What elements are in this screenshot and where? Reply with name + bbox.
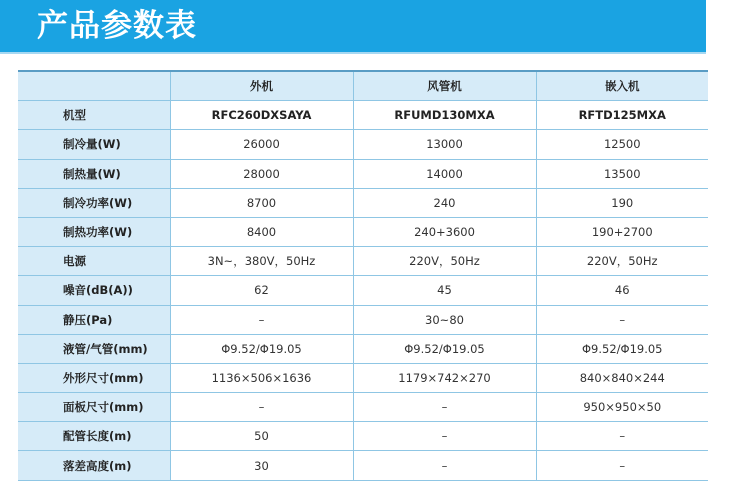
page-header [0, 0, 706, 54]
row-label: 制热量(W) [18, 159, 170, 188]
table-row [18, 276, 708, 305]
table-cell: 3N~，380V，50Hz [170, 247, 353, 276]
header-cell-blank [18, 71, 170, 101]
table-row [18, 393, 708, 422]
table-cell: 26000 [170, 130, 353, 159]
table-cell: – [353, 451, 536, 480]
table-header-row [18, 71, 708, 101]
table-cell: 50 [170, 422, 353, 451]
table-cell: 240+3600 [353, 217, 536, 246]
table-cell: 30~80 [353, 305, 536, 334]
table-cell: 220V，50Hz [353, 247, 536, 276]
row-label: 液管/气管(mm) [18, 334, 170, 363]
table-cell: Φ9.52/Φ19.05 [536, 334, 708, 363]
row-label: 制冷功率(W) [18, 188, 170, 217]
table-cell: 190 [536, 188, 708, 217]
table-cell: 45 [353, 276, 536, 305]
row-label: 外形尺寸(mm) [18, 363, 170, 392]
table-cell: 8400 [170, 217, 353, 246]
table-row [18, 101, 708, 130]
header-cell-outdoor-unit: 外机 [170, 71, 353, 101]
table-row [18, 451, 708, 480]
table-cell: – [536, 451, 708, 480]
table-cell: RFUMD130MXA [353, 101, 536, 130]
row-label: 制冷量(W) [18, 130, 170, 159]
row-label: 静压(Pa) [18, 305, 170, 334]
table-cell: RFC260DXSAYA [170, 101, 353, 130]
table-cell: 1179×742×270 [353, 363, 536, 392]
table-cell: 190+2700 [536, 217, 708, 246]
row-label: 电源 [18, 247, 170, 276]
table-row [18, 130, 708, 159]
spec-table [18, 70, 708, 481]
table-cell: 8700 [170, 188, 353, 217]
table-cell: Φ9.52/Φ19.05 [170, 334, 353, 363]
row-label: 配管长度(m) [18, 422, 170, 451]
table-cell: – [353, 422, 536, 451]
table-cell: – [170, 393, 353, 422]
table-row [18, 305, 708, 334]
table-cell: – [536, 305, 708, 334]
table-cell: – [536, 422, 708, 451]
table-cell: 62 [170, 276, 353, 305]
spec-table-container [18, 70, 708, 481]
table-cell: Φ9.52/Φ19.05 [353, 334, 536, 363]
table-cell: 240 [353, 188, 536, 217]
table-row [18, 334, 708, 363]
table-row [18, 188, 708, 217]
table-cell: 28000 [170, 159, 353, 188]
table-row [18, 363, 708, 392]
table-cell: – [353, 393, 536, 422]
table-cell: 12500 [536, 130, 708, 159]
header-cell-cassette-unit: 嵌入机 [536, 71, 708, 101]
table-cell: 220V，50Hz [536, 247, 708, 276]
table-row [18, 217, 708, 246]
table-cell: RFTD125MXA [536, 101, 708, 130]
table-cell: 13500 [536, 159, 708, 188]
table-row [18, 247, 708, 276]
table-cell: 14000 [353, 159, 536, 188]
header-cell-duct-unit: 风管机 [353, 71, 536, 101]
row-label: 落差高度(m) [18, 451, 170, 480]
page-title: 产品参数表 [37, 8, 197, 44]
table-row [18, 422, 708, 451]
table-cell: 30 [170, 451, 353, 480]
table-cell: 1136×506×1636 [170, 363, 353, 392]
table-cell: – [170, 305, 353, 334]
table-cell: 950×950×50 [536, 393, 708, 422]
table-cell: 840×840×244 [536, 363, 708, 392]
row-label: 制热功率(W) [18, 217, 170, 246]
table-row [18, 159, 708, 188]
table-cell: 13000 [353, 130, 536, 159]
row-label: 面板尺寸(mm) [18, 393, 170, 422]
row-label: 噪音(dB(A)) [18, 276, 170, 305]
row-label: 机型 [18, 101, 170, 130]
table-cell: 46 [536, 276, 708, 305]
